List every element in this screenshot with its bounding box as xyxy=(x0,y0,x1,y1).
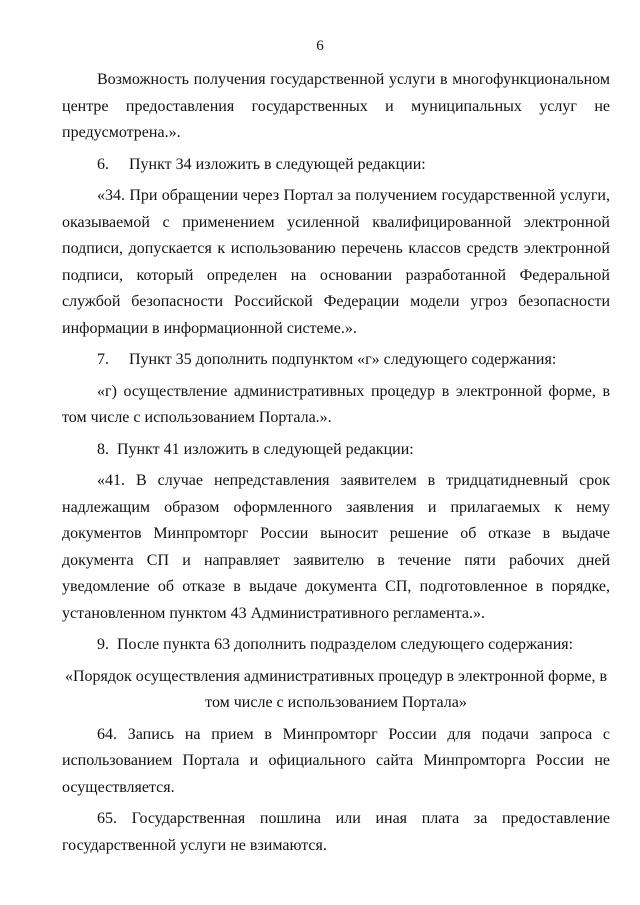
page-number: 6 xyxy=(316,38,324,54)
paragraph-mfc-note: Возможность получения государственной услуги в многофункциональном центре предоставления государственных и муниципальных услуг не предусмотрена.». xyxy=(62,71,610,141)
paragraph-point-34: «34. При обращении через Портал за получением государственной услуги, оказываемой с применением усиленной квалифицированной электронной подписи, допускается к использованию перечень классов средств электронной подписи, который определен на основании разработанной Федеральной службой безопасности Российской Федерации модели угроз безопасности информации в информационной системе.». xyxy=(62,187,610,337)
paragraph-item-6: 6. Пункт 34 изложить в следующей редакции: xyxy=(97,155,426,173)
paragraph-point-41: «41. В случае непредставления заявителем в тридцатидневный срок надлежащим образом оформленного заявления и прилагаемых к нему документов Минпромторг России выносит решение об отказе в выдаче документа СП и направляет заявителю в течение пяти рабочих дней уведомление об отказе в выдаче документа СП, подготовленное в порядке, установленном пунктом 43 Административного регламента.». xyxy=(62,472,610,622)
paragraph-point-65: 65. Государственная пошлина или иная плата за предоставление государственной услуги не взимаются. xyxy=(62,810,610,854)
paragraph-subpoint-g: «г) осуществление административных процедур в электронной форме, в том числе с использованием Портала.». xyxy=(62,382,610,426)
subsection-heading: «Порядок осуществления административных процедур в электронной форме, в том числе с использованием Портала» xyxy=(64,667,608,711)
document-body xyxy=(62,67,610,864)
paragraph-item-7: 7. Пункт 35 дополнить подпунктом «г» следующего содержания: xyxy=(97,351,557,368)
paragraph-item-9: 9. После пункта 63 дополнить подразделом следующего содержания: xyxy=(97,636,574,653)
paragraph-item-8: 8. Пункт 41 изложить в следующей редакции: xyxy=(97,440,414,458)
paragraph-point-64: 64. Запись на прием в Минпромторг России для подачи запроса с использованием Портала и официального сайта Минпромторга России не осуществляется. xyxy=(62,725,610,796)
